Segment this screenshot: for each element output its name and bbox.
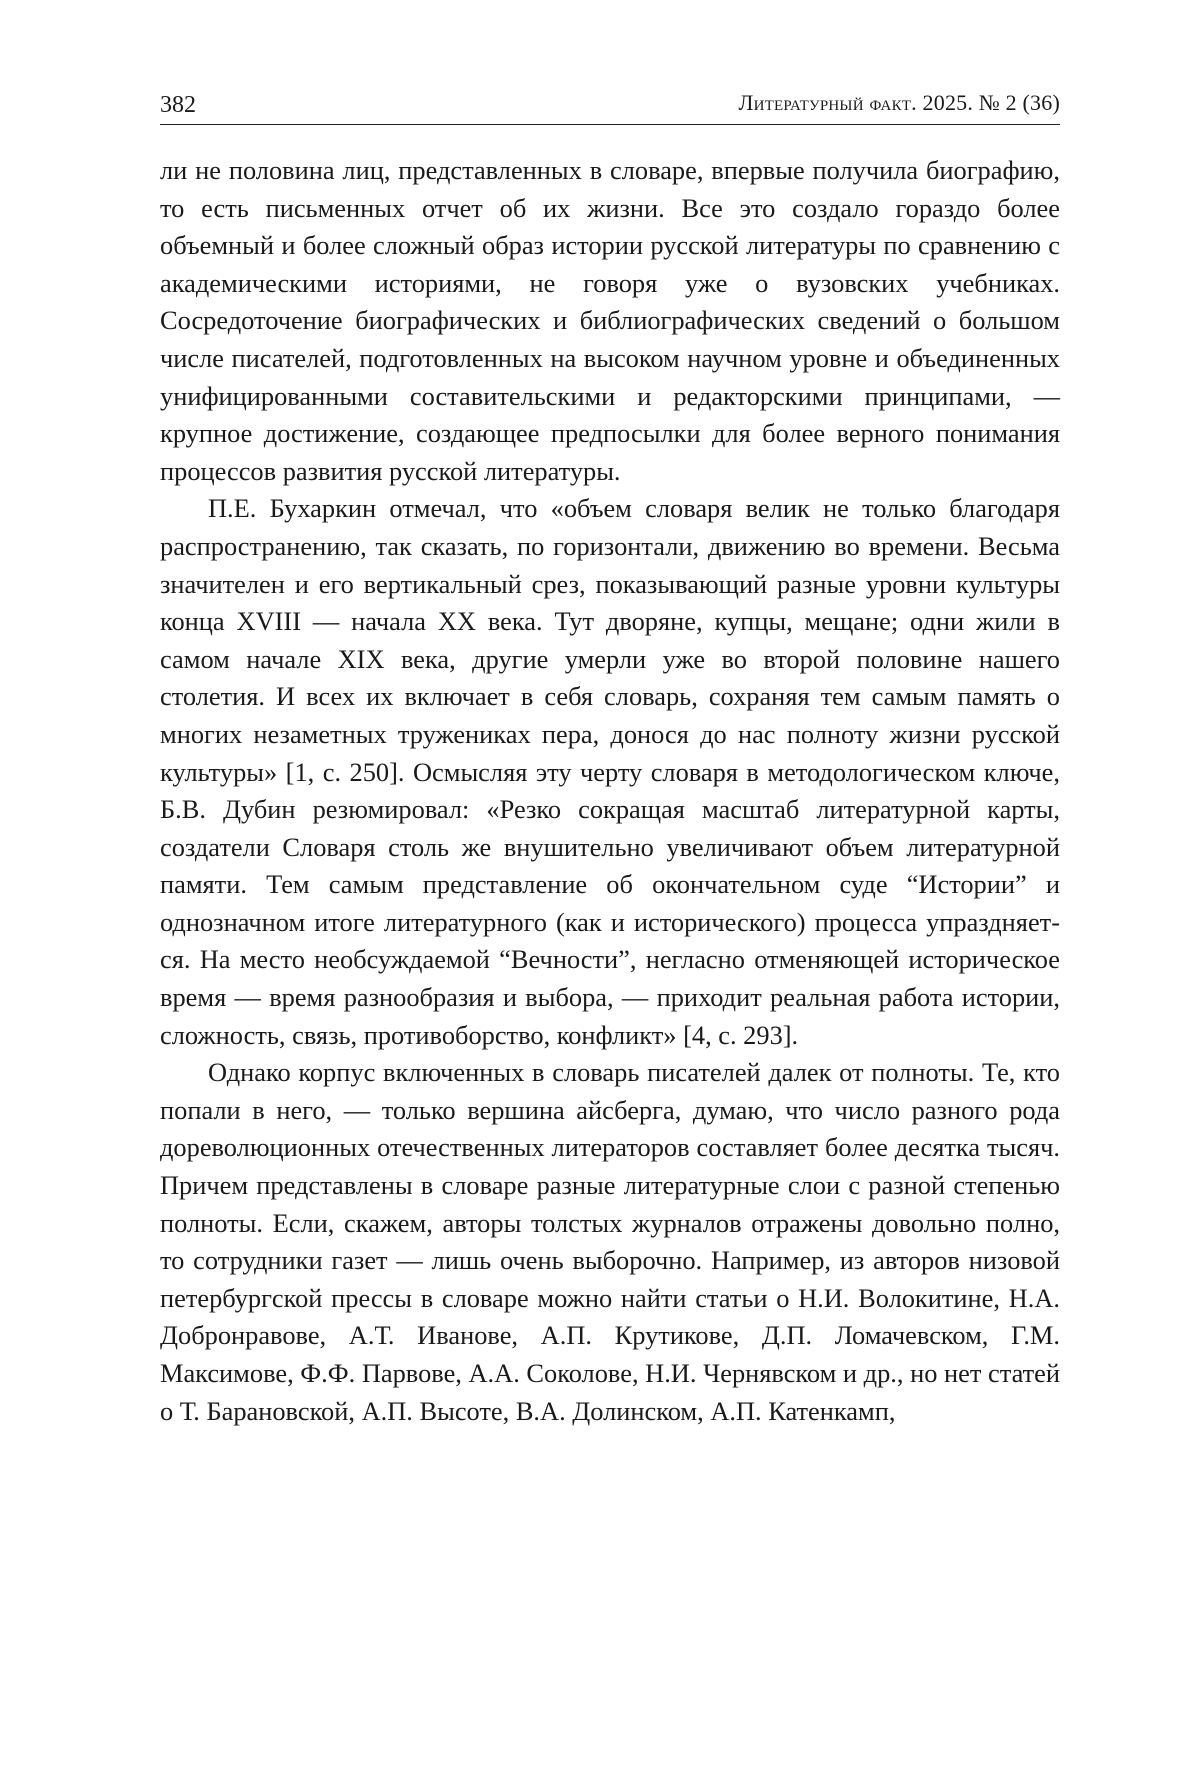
running-header [160, 84, 1060, 125]
page-number: 382 [160, 92, 196, 118]
paragraph-continuation: ли не половина лиц, представленных в словаре, впервые получила биографию, то есть письменных отчет об их жизни. Все это создало гораздо более объемный и более сложный образ истории русской литературы по сравнению с академическими историями, не говоря уже о вузовских учебниках. Сосредоточение биографических и библиографических сведений о большом числе писателей, подготовленных на высоком научном уровне и объединенных унифицированными составительскими и редакторскими принципами, — крупное достижение, создающее предпосылки для более верного понимания процессов развития русской литературы. [160, 155, 1060, 486]
article-body [160, 152, 1060, 1430]
paragraph-corpus-completeness: Однако корпус включенных в словарь писателей далек от полноты. Те, кто попали в него, — только вершина айсберга, думаю, что число разного рода дореволюционных отечественных литераторов составляет более десятка тысяч. Причем представлены в словаре разные литературные слои с разной степенью полноты. Если, скажем, авторы толстых журналов отражены довольно полно, то сотрудники газет — лишь очень выборочно. Например, из авторов низовой петербургской прессы в словаре можно найти статьи о Н.И. Волокитине, Н.А. Добронравове, А.Т. Иванове, А.П. Крутикове, Д.П. Ломачевском, Г.М. Максимове, Ф.Ф. Парвове, А.А. Соколове, Н.И. Чернявском и др., но нет статей о Т. Барановской, А.П. Высоте, В.А. Долинском, А.П. Катенкамп, [160, 1057, 1060, 1426]
paragraph-bukharkin-quote: П.Е. Бухаркин отмечал, что «объем словаря велик не только благодаря распространению, так сказать, по горизонтали, движению во времени. Весьма значителен и его вертикальный срез, показывающий разные уровни культуры конца XVIII — начала XX века. Тут дворяне, купцы, мещане; одни жили в самом начале XIX века, другие умерли уже во второй половине нашего столетия. И всех их включает в себя словарь, сохраняя тем самым память о многих незаметных тружениках пера, донося до нас полноту жизни русской культуры» [1, с. 250]. Осмысляя эту черту словаря в методологическом ключе, Б.В. Дубин резюмировал: «Резко сокращая масштаб литературной карты, создатели Словаря столь же внушительно увеличивают объем литературной памяти. Тем самым представление об окончательном суде “Истории” и однозначном итоге литературного (как и исторического) процесса упраздняется. На место необсуждаемой “Вечности”, негласно отменяющей историческое время — время разнообразия и выбора, — приходит реальная работа истории, сложность, связь, противоборство, конфликт» [4, с. 293]. [160, 493, 1060, 1050]
journal-title: Литературный факт. 2025. № 2 (36) [738, 90, 1060, 115]
